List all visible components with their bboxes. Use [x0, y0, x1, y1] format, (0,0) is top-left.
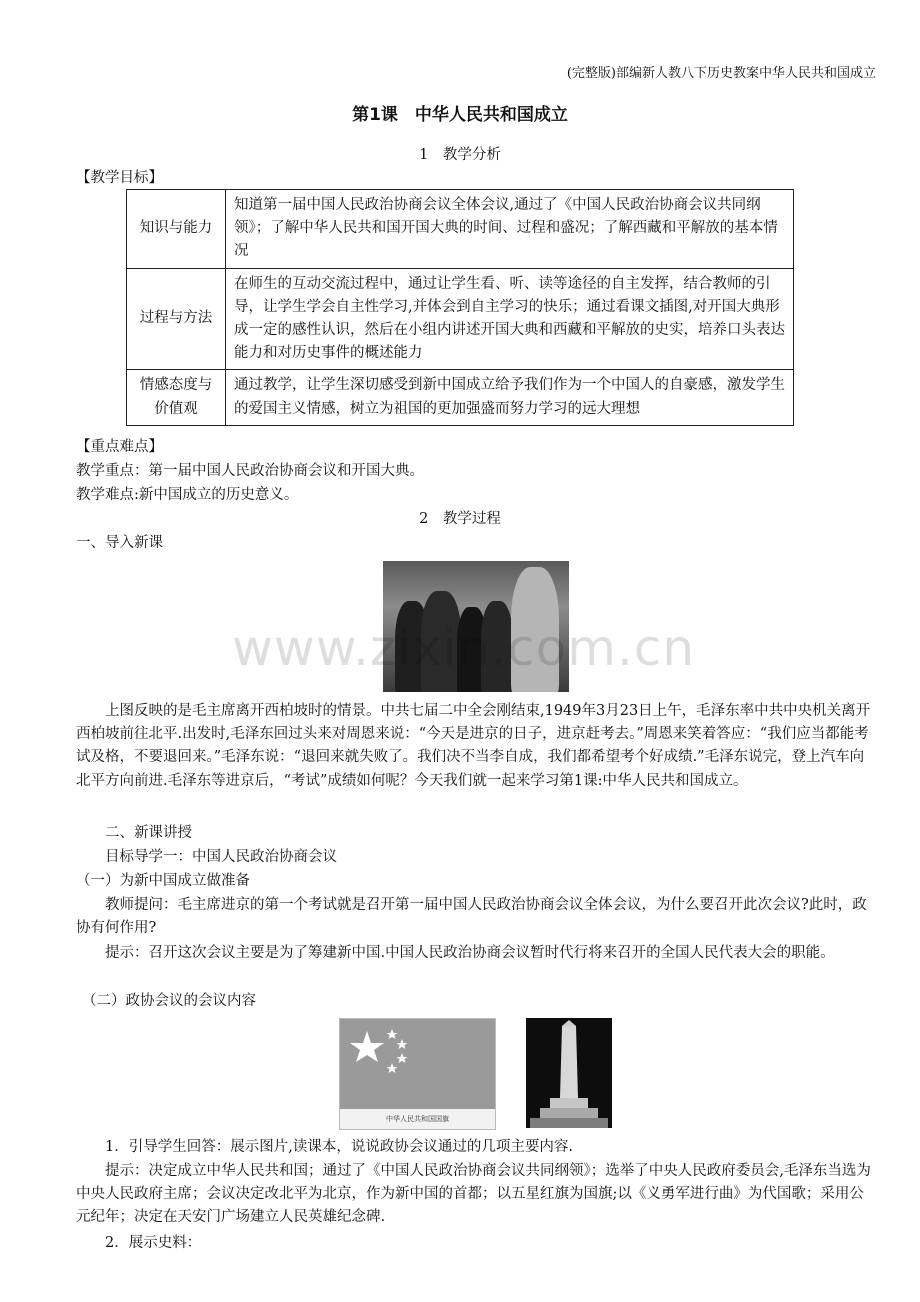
difficulty-text: 教学难点:新中国成立的历史意义。: [76, 487, 299, 503]
key-point-text: 教学重点：第一届中国人民政治协商会议和开国大典。: [76, 463, 424, 479]
flag-caption: 中华人民共和国国旗: [340, 1109, 495, 1129]
goal-text: 通过教学，让学生深切感受到新中国成立给予我们作为一个中国人的自豪感，激发学生的爱国主义情感，树立为祖国的更加强盛而努力学习的远大理想: [226, 370, 794, 425]
lecture-heading: 二、新课讲授: [105, 825, 192, 841]
intro-paragraph: 上图反映的是毛主席离开西柏坡时的情景。中共七届二中全会刚结束,1949年3月23日上午，毛泽东率中共中央机关离开西柏坡前往北平.出发时,毛泽东回过头来对周恩来说：“今天是进京的日子，进京赶考去。”周恩来笑着答应：“我们应当都能考试及格，不要退回来。”毛泽东说：“退回来就失败了。我们决不当李自成，我们都希望考个好成绩.”毛泽东说完，登上汽车向北平方向前进.毛泽东等进京后，“考试”成绩如何呢？今天我们就一起来学习第1课:中华人民共和国成立。: [76, 703, 871, 789]
hint-paragraph: 提示：召开这次会议主要是为了筹建新中国.中国人民政治协商会议暂时代行将来召开的全国人民代表大会的职能。: [105, 945, 835, 961]
teaching-goals-table: [126, 189, 794, 426]
monument-image: [526, 1018, 612, 1128]
monument-icon: [526, 1018, 612, 1128]
numbered-item: 2．展示史料：: [105, 1235, 202, 1251]
goal-category: 知识与能力: [127, 190, 226, 269]
table-row: [127, 370, 794, 425]
intro-heading: 一、导入新课: [76, 535, 163, 551]
section-heading-process: 2 教学过程: [419, 511, 501, 527]
subsection-heading: （二）政协会议的会议内容: [82, 993, 256, 1009]
national-flag-image: [339, 1018, 496, 1130]
lesson-title: 第1课 中华人民共和国成立: [352, 105, 568, 125]
numbered-item: 1．引导学生回答：展示图片,读课本，说说政协会议通过的几项主要内容.: [105, 1139, 573, 1155]
subsection-heading: （一）为新中国成立做准备: [76, 873, 250, 889]
star-icon: [340, 1019, 495, 1111]
teacher-question: 教师提问：毛主席进京的第一个考试就是召开第一届中国人民政治协商会议全体会议，为什么要召开此次会议?此时，政协有何作用?: [76, 897, 867, 937]
target-heading: 目标导学一：中国人民政治协商会议: [105, 849, 337, 865]
key-points-label: 【重点难点】: [76, 439, 163, 455]
goal-text: 知道第一届中国人民政治协商会议全体会议,通过了《中国人民政治协商会议共同纲领》；了解中华人民共和国开国大典的时间、过程和盛况；了解西藏和平解放的基本情况: [226, 190, 794, 269]
page-header: (完整版)部编新人教八下历史教案中华人民共和国成立: [566, 66, 876, 81]
goal-text: 在师生的互动交流过程中，通过让学生看、听、读等途径的自主发挥，结合教师的引导，让学生学会自主性学习,并体会到自主学习的快乐；通过看课文插图,对开国大典形成一定的感性认识，然后在小组内讲述开国大典和西藏和平解放的史实，培养口头表达能力和对历史事件的概述能力: [226, 268, 794, 370]
table-row: [127, 268, 794, 370]
watermark: www.zixin.com.cn: [232, 619, 696, 677]
goal-category: 过程与方法: [127, 268, 226, 370]
hint-paragraph: 提示：决定成立中华人民共和国；通过了《中国人民政治协商会议共同纲领》；选举了中央人民政府委员会,毛泽东当选为中央人民政府主席；会议决定改北平为北京，作为新中国的首都；以五星红旗为国旗;以《义勇军进行曲》为代国歌；采用公元纪年；决定在天安门广场建立人民英雄纪念碑.: [76, 1163, 871, 1226]
goals-label: 【教学目标】: [76, 170, 163, 186]
section-heading-analysis: 1 教学分析: [419, 147, 501, 163]
goal-category: 情感态度与价值观: [127, 370, 226, 425]
table-row: [127, 190, 794, 269]
